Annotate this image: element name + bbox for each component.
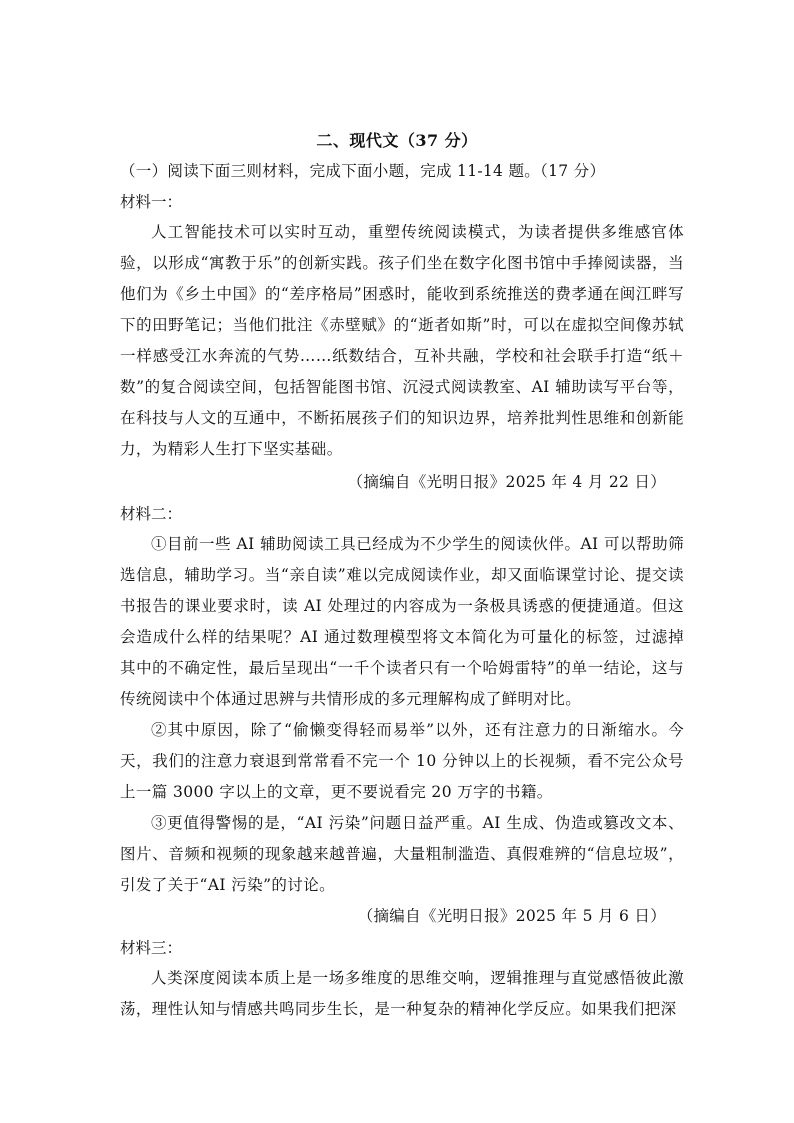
question-intro: （一）阅读下面三则材料，完成下面小题，完成 11-14 题。（17 分） bbox=[120, 162, 606, 180]
material2-paragraph-1: ①目前一些 AI 辅助阅读工具已经成为不少学生的阅读伙伴。AI 可以帮助筛选信息，辅助学习。当“亲自读”难以完成阅读作业，却又面临课堂讨论、提交读书报告的课业要求时，读 AI 处理过的内容成为一条极具诱惑的便捷通道。但这会造成什么样的结果呢？AI 通过数理模型将文本简化为可量化的标签，过滤掉其中的不确定性，最后呈现出“一千个读者只有一个哈姆雷特”的单一结论，这与传统阅读中个体通过思辨与共情形成的多元理解构成了鲜明对比。 bbox=[120, 535, 684, 708]
material2-source: （摘编自《光明日报》2025 年 5 月 6 日） bbox=[357, 907, 666, 925]
section-title: 二、现代文（37 分） bbox=[316, 131, 478, 150]
material2-label: 材料二： bbox=[120, 505, 183, 523]
material2-paragraph-2: ②其中原因，除了“偷懒变得轻而易举”以外，还有注意力的日渐缩水。今天，我们的注意力衰退到常常看不完一个 10 分钟以上的长视频，看不完公众号上一篇 3000 字以上的文章，更不要说看完 20 万字的书籍。 bbox=[120, 721, 684, 801]
material3-paragraph: 人类深度阅读本质上是一场多维度的思维交响，逻辑推理与直觉感悟彼此激荡，理性认知与情感共鸣同步生长，是一种复杂的精神化学反应。如果我们把深 bbox=[120, 969, 684, 1018]
material1-paragraph: 人工智能技术可以实时互动，重塑传统阅读模式，为读者提供多维感官体验，以形成“寓教于乐”的创新实践。孩子们坐在数字化图书馆中手捧阅读器，当他们为《乡土中国》的“差序格局”困惑时，能收到系统推送的费孝通在闽江畔写下的田野笔记；当他们批注《赤壁赋》的“逝者如斯”时，可以在虚拟空间像苏轼一样感受江水奔流的气势……纸数结合，互补共融，学校和社会联手打造“纸＋数”的复合阅读空间，包括智能图书馆、沉浸式阅读教室、AI 辅助读写平台等，在科技与人文的互通中，不断拓展孩子们的知识边界，培养批判性思维和创新能力，为精彩人生打下坚实基础。 bbox=[120, 223, 684, 458]
material2-paragraph-3: ③更值得警惕的是，“AI 污染”问题日益严重。AI 生成、伪造或篡改文本、图片、音频和视频的现象越来越普遍，大量粗制滥造、真假难辨的“信息垃圾”，引发了关于“AI 污染”的讨论。 bbox=[120, 814, 684, 894]
material1-label: 材料一： bbox=[120, 193, 183, 211]
material1-source: （摘编自《光明日报》2025 年 4 月 22 日） bbox=[347, 473, 666, 491]
material3-label: 材料三： bbox=[120, 939, 183, 957]
